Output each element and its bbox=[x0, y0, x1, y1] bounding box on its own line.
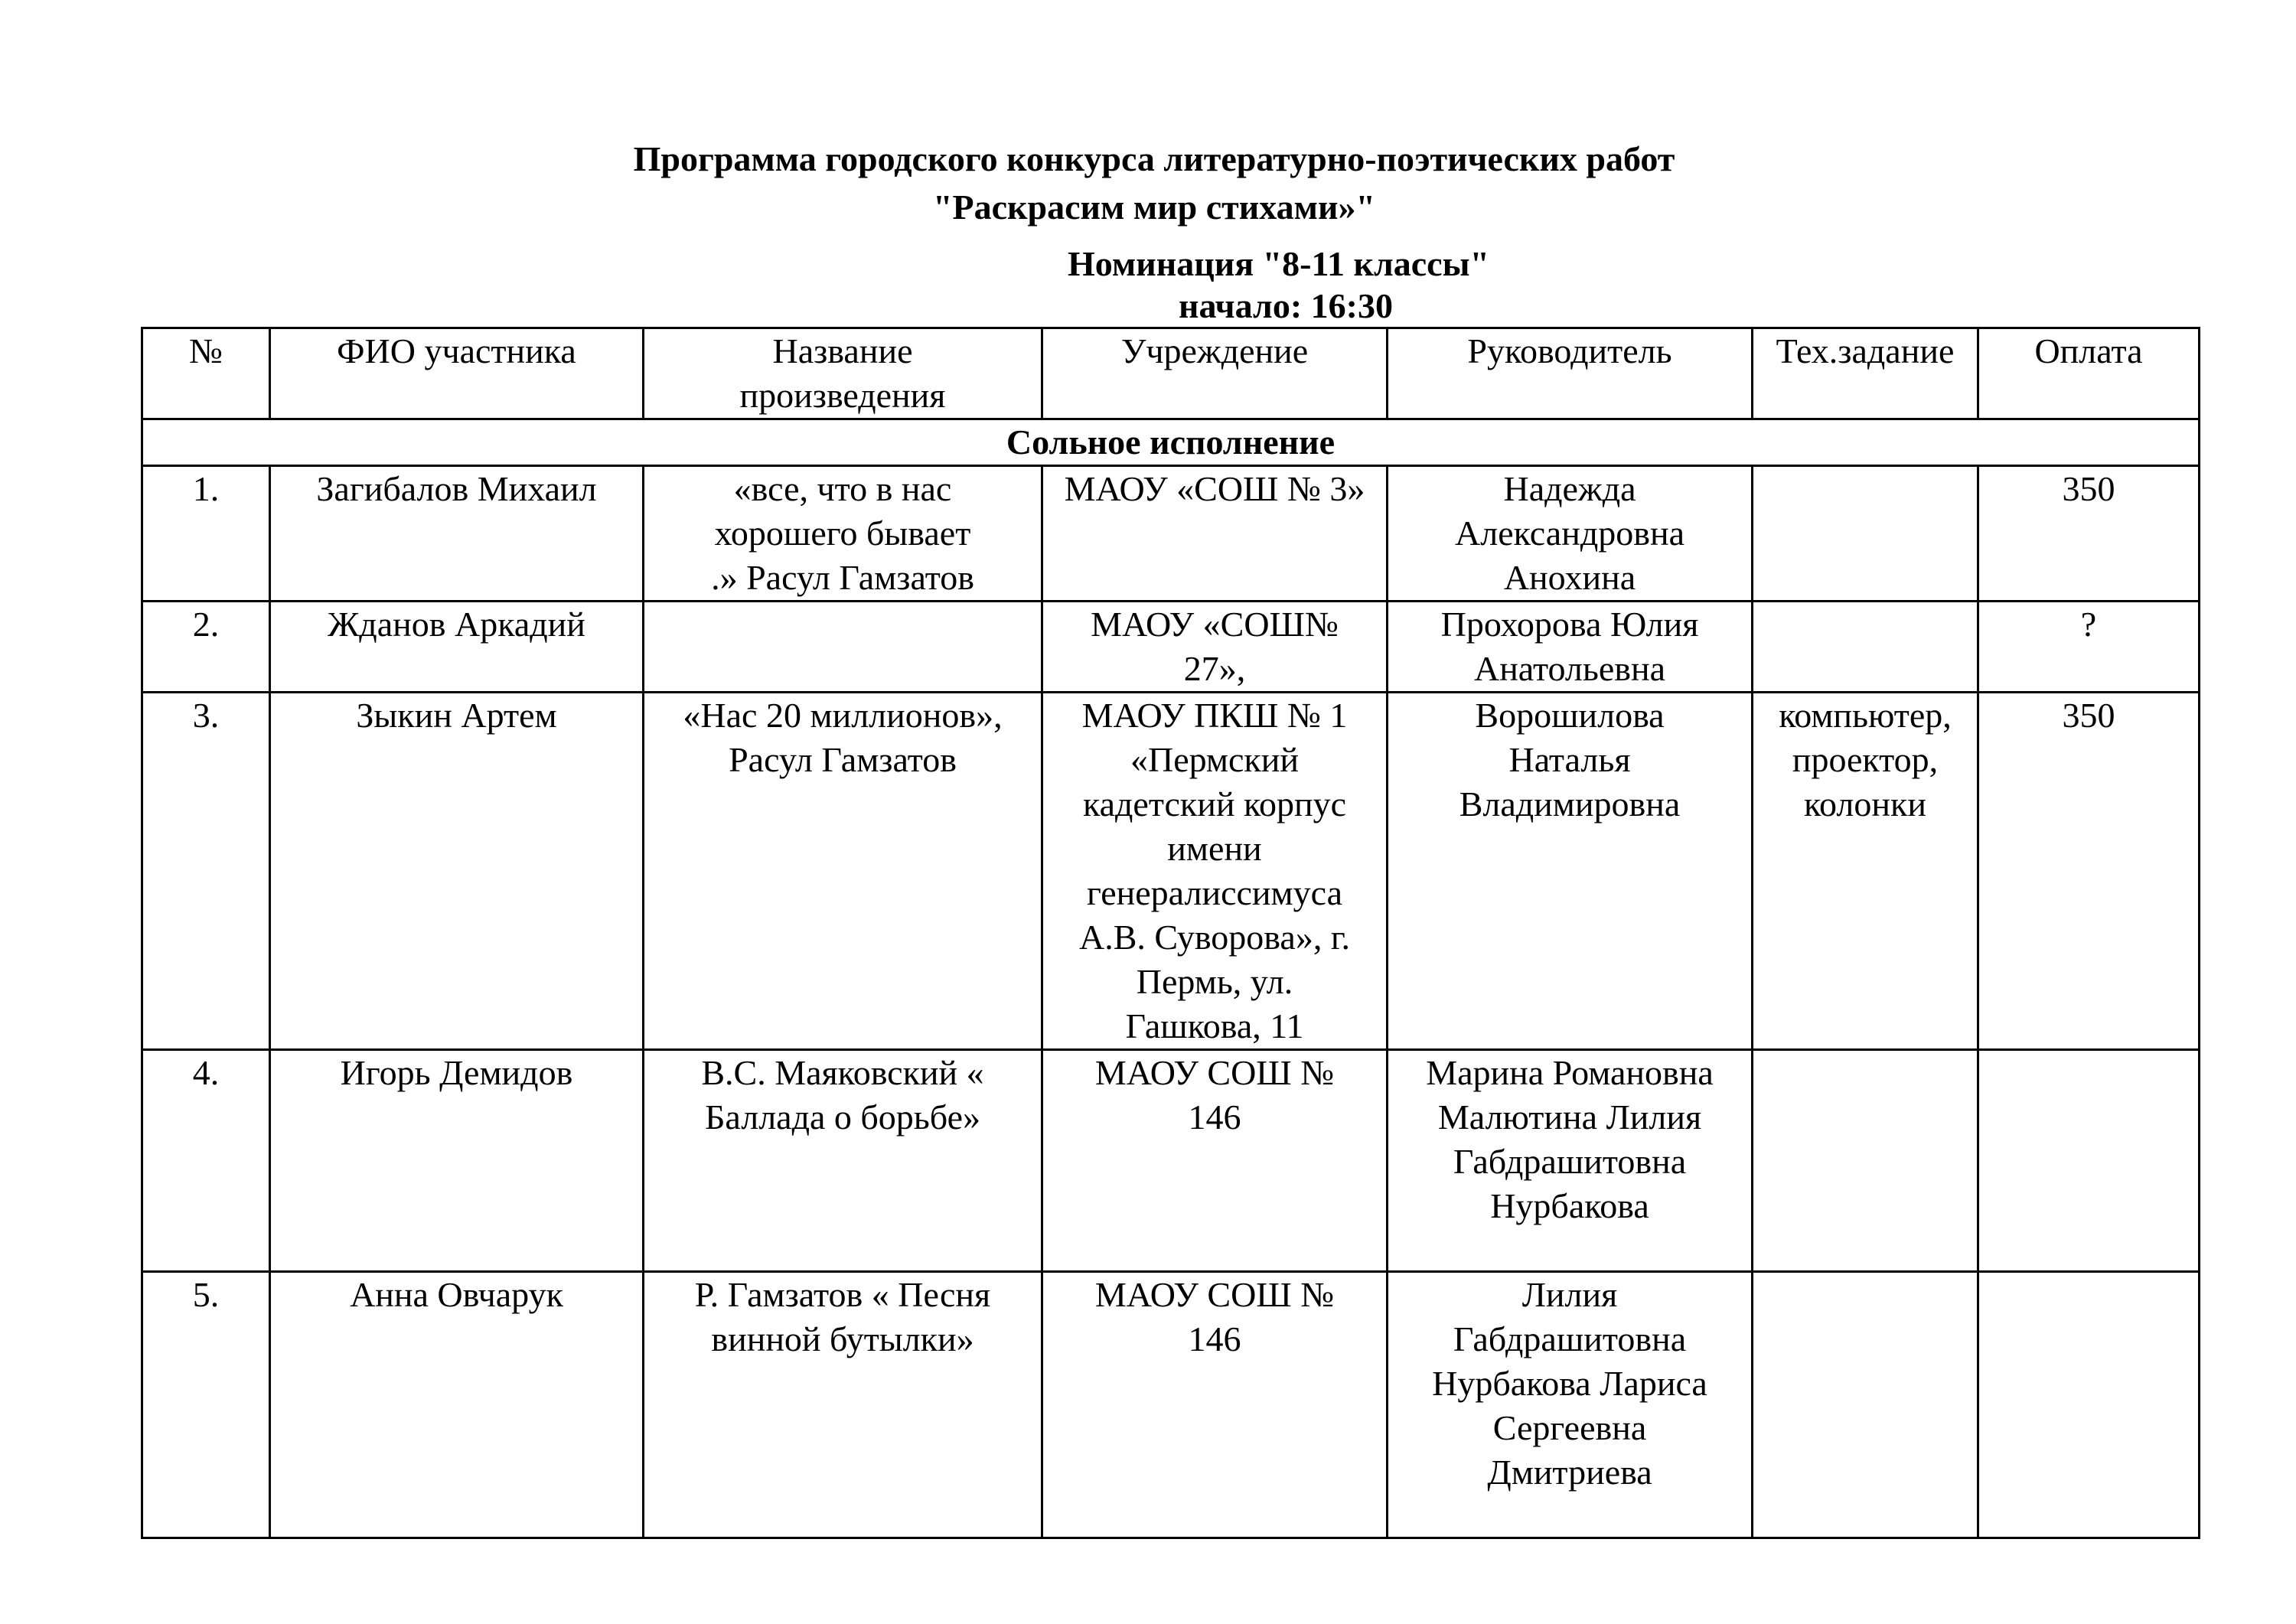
cell-tech bbox=[1753, 466, 1978, 602]
cell-name: Игорь Демидов bbox=[270, 1050, 644, 1272]
table-row bbox=[142, 466, 2200, 602]
participants-table bbox=[141, 327, 2200, 1539]
cell-num: 4. bbox=[142, 1050, 270, 1272]
table-header-row bbox=[142, 328, 2200, 419]
header-work: Название произведения bbox=[644, 328, 1042, 419]
header-name: ФИО участника bbox=[270, 328, 644, 419]
cell-payment: ? bbox=[1978, 602, 2200, 693]
cell-supervisor: Прохорова Юлия Анатольевна bbox=[1388, 602, 1753, 693]
cell-work: «Нас 20 миллионов», Расул Гамзатов bbox=[644, 693, 1042, 1050]
nomination: Номинация "8-11 классы" bbox=[1068, 244, 1490, 283]
header-payment: Оплата bbox=[1978, 328, 2200, 419]
cell-num: 5. bbox=[142, 1272, 270, 1538]
section-row bbox=[142, 419, 2200, 466]
cell-institution: МАОУ ПКШ № 1 «Пермский кадетский корпус имени генералиссимуса А.В. Суворова», г. Пермь, ул. Гашкова, 11 bbox=[1042, 693, 1388, 1050]
cell-work bbox=[644, 602, 1042, 693]
header-institution: Учреждение bbox=[1042, 328, 1388, 419]
cell-name: Загибалов Михаил bbox=[270, 466, 644, 602]
contest-name: "Раскрасим мир стихами»" bbox=[932, 188, 1376, 227]
cell-work: «все, что в нас хорошего бывает .» Расул Гамзатов bbox=[644, 466, 1042, 602]
document-title: Программа городского конкурса литературно-поэтических работ bbox=[633, 139, 1675, 178]
start-time: начало: 16:30 bbox=[1179, 286, 1393, 325]
section-title: Сольное исполнение bbox=[142, 419, 2200, 466]
cell-name: Зыкин Артем bbox=[270, 693, 644, 1050]
cell-supervisor: Ворошилова Наталья Владимировна bbox=[1388, 693, 1753, 1050]
table-row bbox=[142, 693, 2200, 1050]
cell-work: Р. Гамзатов « Песня винной бутылки» bbox=[644, 1272, 1042, 1538]
cell-num: 3. bbox=[142, 693, 270, 1050]
cell-institution: МАОУ «СОШ № 3» bbox=[1042, 466, 1388, 602]
cell-supervisor: Марина Романовна Малютина Лилия Габдрашитовна Нурбакова bbox=[1388, 1050, 1753, 1272]
cell-payment: 350 bbox=[1978, 693, 2200, 1050]
cell-institution: МАОУ «СОШ№ 27», bbox=[1042, 602, 1388, 693]
header-tech: Тех.задание bbox=[1753, 328, 1978, 419]
cell-tech bbox=[1753, 1050, 1978, 1272]
cell-tech bbox=[1753, 1272, 1978, 1538]
cell-work: В.С. Маяковский « Баллада о борьбе» bbox=[644, 1050, 1042, 1272]
cell-institution: МАОУ СОШ № 146 bbox=[1042, 1272, 1388, 1538]
header-supervisor: Руководитель bbox=[1388, 328, 1753, 419]
cell-name: Жданов Аркадий bbox=[270, 602, 644, 693]
table-row bbox=[142, 1050, 2200, 1272]
cell-supervisor: Лилия Габдрашитовна Нурбакова Лариса Сергеевна Дмитриева bbox=[1388, 1272, 1753, 1538]
cell-tech bbox=[1753, 602, 1978, 693]
cell-supervisor: Надежда Александровна Анохина bbox=[1388, 466, 1753, 602]
cell-payment bbox=[1978, 1050, 2200, 1272]
cell-name: Анна Овчарук bbox=[270, 1272, 644, 1538]
cell-tech: компьютер, проектор, колонки bbox=[1753, 693, 1978, 1050]
cell-institution: МАОУ СОШ № 146 bbox=[1042, 1050, 1388, 1272]
cell-payment bbox=[1978, 1272, 2200, 1538]
header-num: № bbox=[142, 328, 270, 419]
table-row bbox=[142, 1272, 2200, 1538]
table-row bbox=[142, 602, 2200, 693]
cell-num: 1. bbox=[142, 466, 270, 602]
cell-payment: 350 bbox=[1978, 466, 2200, 602]
cell-num: 2. bbox=[142, 602, 270, 693]
